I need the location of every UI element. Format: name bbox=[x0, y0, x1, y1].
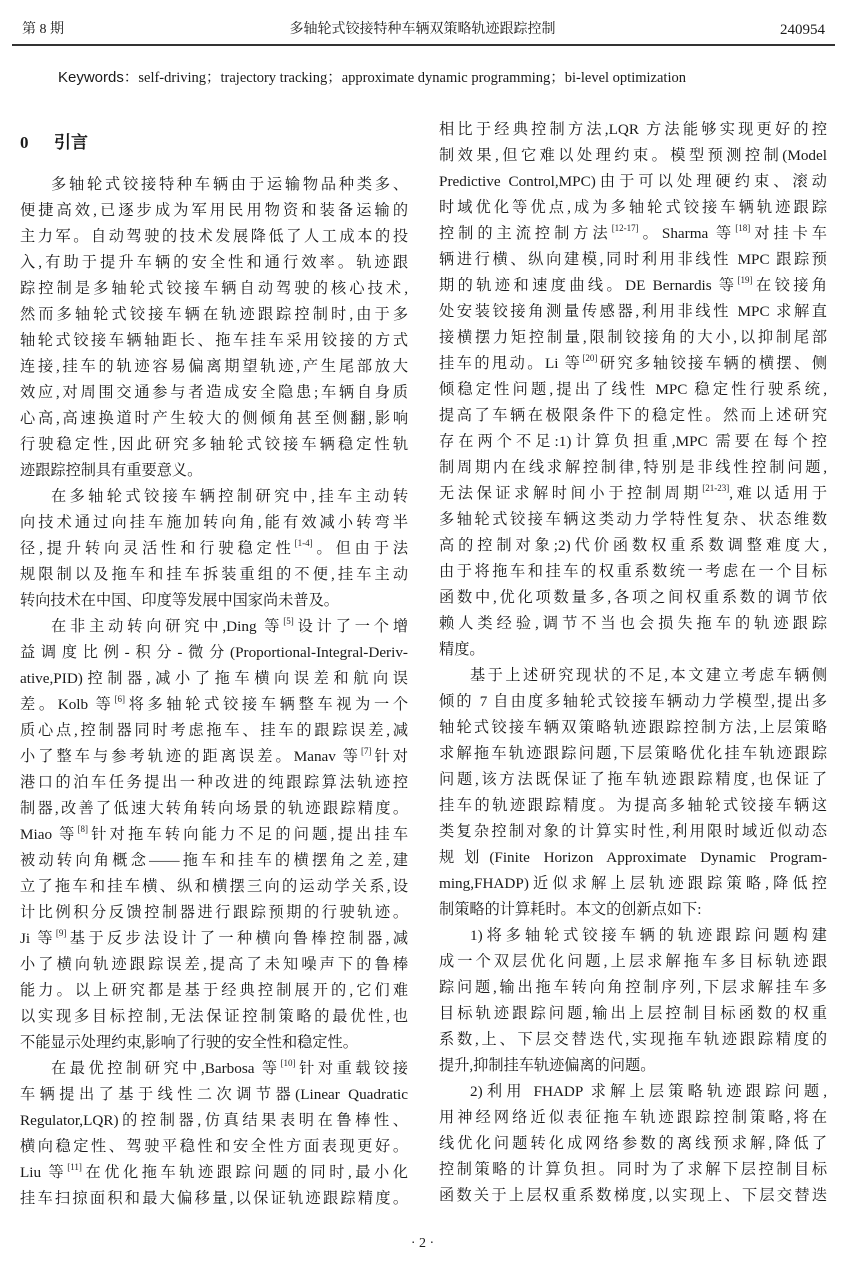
text-line: 便捷高效,已逐步成为军用民用物资和装备运输的 bbox=[20, 202, 408, 219]
text-line: 由于将拖车和挂车的权重系数统一考虑在一个目标 bbox=[439, 563, 827, 580]
article-number: 240954 bbox=[780, 22, 825, 38]
text-line: 辆进行横、纵向建模,同时利用非线性 MPC 跟踪预 bbox=[439, 251, 827, 268]
section-heading bbox=[20, 130, 408, 156]
text-line: 被动转向角概念——拖车和挂车的横摆角之差,建 bbox=[20, 852, 408, 869]
text-line: 问题,该方法既保证了拖车轨迹跟踪精度,也保证了 bbox=[439, 771, 827, 788]
text-line: 径,提升转向灵活性和行驶稳定性[1-4]。但由于法 bbox=[20, 538, 409, 557]
text-line: 轴轮式铰接车辆双策略轨迹跟踪控制方法,上层策略 bbox=[439, 719, 827, 736]
text-line: 2)利用 FHADP 求解上层策略轨迹跟踪问题, bbox=[470, 1083, 827, 1100]
text-line: 转向技术在中国、印度等发展中国家尚未普及。 bbox=[20, 592, 339, 609]
paragraph bbox=[439, 663, 827, 923]
text-line: 函数关于上层权重系数梯度,以实现上、下层交替迭 bbox=[439, 1187, 827, 1204]
text-line: 多轴轮式铰接特种车辆由于运输物品种类多、 bbox=[51, 176, 408, 193]
paragraph bbox=[439, 1079, 827, 1209]
text-line: Miao 等[8]针对拖车转向能力不足的问题,提出挂车 bbox=[20, 824, 409, 843]
text-line: 存在两个不足:1)计算负担重,MPC 需要在每个控 bbox=[439, 433, 827, 450]
text-line: 益调度比例-积分-微分(Proportional-Integral-Deriv- bbox=[20, 644, 408, 661]
text-line: Predictive Control,MPC)由于可以处理硬约束、滚动 bbox=[439, 173, 827, 190]
citation-ref: [19] bbox=[737, 275, 753, 285]
text-line: 不能显示处理约束,影响了行驶的安全性和稳定性。 bbox=[20, 1034, 358, 1051]
text-line: 精度。 bbox=[439, 641, 485, 658]
paragraph bbox=[20, 484, 408, 614]
paragraph bbox=[439, 923, 827, 1079]
text-line: 期的轨迹和速度曲线。DE Bernardis 等[19]在铰接角 bbox=[439, 275, 827, 294]
text-line: 踪控制是多轴轮式铰接车辆自动驾驶的核心技术, bbox=[20, 280, 408, 297]
paragraph bbox=[20, 172, 408, 484]
text-line: ative,PID)控制器,减小了拖车横向误差和航向误 bbox=[20, 670, 408, 687]
text-line: 在多轴轮式铰接车辆控制研究中,挂车主动转 bbox=[51, 488, 408, 505]
text-line: 倾稳定性问题,提出了线性 MPC 稳定性行驶系统, bbox=[439, 381, 827, 398]
text-line: 向技术通过向挂车施加转向角,能有效减小转弯半 bbox=[20, 514, 408, 531]
text-line: 时域优化等优点,成为多轴轮式铰接车辆轨迹跟踪 bbox=[439, 199, 827, 216]
text-line: 基于上述研究现状的不足,本文建立考虑车辆侧 bbox=[470, 667, 827, 684]
journal-issue: 第 8 期 bbox=[22, 22, 64, 37]
text-line: Liu 等[11]在优化拖车轨迹跟踪问题的同时,最小化 bbox=[20, 1162, 408, 1181]
citation-ref: [9] bbox=[55, 928, 67, 938]
text-line: 高的控制对象;2)代价函数权重系数调整难度大, bbox=[439, 537, 827, 554]
text-line: Regulator,LQR)的控制器,仿真结果表明在鲁棒性、 bbox=[20, 1112, 408, 1129]
text-line: 制周期内在线求解控制律,特别是非线性控制问题, bbox=[439, 459, 827, 476]
section-title: 引言 bbox=[54, 133, 88, 153]
text-line: 轴轮式铰接车辆轴距长、拖车挂车采用铰接的方式 bbox=[20, 332, 408, 349]
text-line: 线优化问题转化成网络参数的离线预求解,降低了 bbox=[439, 1135, 827, 1152]
text-line: 类复杂控制对象的计算实时性,利用限时域近似动态 bbox=[439, 823, 827, 840]
text-line: 入,有助于提升车辆的安全性和通行效率。轨迹跟 bbox=[20, 254, 408, 271]
citation-ref: [11] bbox=[67, 1162, 82, 1172]
right-column-body bbox=[439, 117, 827, 1209]
text-line: 挂车扫掠面积和最大偏移量,以保证轨迹跟踪精度。 bbox=[20, 1190, 408, 1207]
text-line: 规限制以及拖车和挂车拆装重组的不便,挂车主动 bbox=[20, 566, 408, 583]
citation-ref: [1-4] bbox=[294, 538, 313, 548]
text-line: 车辆提出了基于线性二次调节器(Linear Quadratic bbox=[20, 1086, 408, 1103]
text-line: 行驶稳定性,因此研究多轴轮式铰接车辆稳定性轨 bbox=[20, 436, 408, 453]
citation-ref: [10] bbox=[280, 1058, 296, 1068]
text-line: 提升,抑制挂车轨迹偏离的问题。 bbox=[439, 1057, 656, 1074]
citation-ref: [6] bbox=[114, 694, 125, 704]
keywords bbox=[58, 68, 686, 88]
citation-ref: [8] bbox=[77, 824, 88, 834]
citation-ref: [12-17] bbox=[611, 223, 639, 233]
text-line: 计比例积分反馈控制器进行跟踪预期的行驶轨迹。 bbox=[20, 904, 408, 921]
text-line: 目标轨迹跟踪问题,输出上层控制目标函数的权重 bbox=[439, 1005, 827, 1022]
text-line: 控制的主流控制方法[12-17]。Sharma 等[18]对挂卡车 bbox=[439, 223, 827, 242]
left-column-body bbox=[20, 172, 408, 1212]
left-column bbox=[20, 130, 408, 1212]
keywords-separator: ： bbox=[123, 70, 139, 86]
citation-ref: [20] bbox=[582, 353, 598, 363]
text-line: 多轴轮式铰接车辆这类动力学特性复杂、状态维数 bbox=[439, 511, 827, 528]
text-line: 能力。以上研究都是基于经典控制展开的,它们难 bbox=[20, 982, 408, 999]
text-line: 港口的泊车任务提出一种改进的纯跟踪算法轨迹控 bbox=[20, 774, 408, 791]
text-line: 效应,对周围交通参与者造成安全隐患;车辆自身质 bbox=[20, 384, 408, 401]
text-line: 在最优控制研究中,Barbosa 等[10]针对重载铰接 bbox=[51, 1058, 408, 1077]
text-line: 挂车的甩动。Li 等[20]研究多轴铰接车辆的横摆、侧 bbox=[439, 353, 828, 372]
text-line: 赖人类经验,调节不当也会损失拖车的轨迹跟踪 bbox=[439, 615, 827, 632]
citation-ref: [5] bbox=[283, 616, 294, 626]
text-line: 制策略的计算耗时。本文的创新点如下: bbox=[439, 901, 702, 918]
section-number: 0 bbox=[20, 133, 29, 152]
text-line: 处安装铰接角测量传感器,利用非线性 MPC 求解直 bbox=[439, 303, 827, 320]
text-line: 心高,高速换道时产生较大的侧倾角甚至侧翻,影响 bbox=[20, 410, 408, 427]
text-line: 在非主动转向研究中,Ding 等[5]设计了一个增 bbox=[51, 616, 409, 635]
page-number: · 2 · bbox=[410, 1236, 435, 1251]
text-line: 1)将多轴轮式铰接车辆的轨迹跟踪问题构建 bbox=[470, 927, 827, 944]
text-line: 相比于经典控制方法,LQR 方法能够实现更好的控 bbox=[439, 121, 827, 138]
text-line: 求解拖车轨迹跟踪问题,下层策略优化挂车轨迹跟踪 bbox=[439, 745, 827, 762]
keywords-text: self-driving；trajectory tracking；approximate dynamic programming；bi-level optimization bbox=[138, 70, 686, 86]
text-line: Ji 等[9]基于反步法设计了一种横向鲁棒控制器,减 bbox=[20, 928, 408, 947]
paragraph bbox=[20, 1056, 408, 1212]
text-line: 踪问题,输出拖车转向角控制序列,下层求解挂车多 bbox=[439, 979, 827, 996]
text-line: 制效果,但它难以处理约束。模型预测控制(Model bbox=[439, 147, 827, 164]
text-line: 连接,挂车的轨迹容易偏离期望轨迹,产生尾部放大 bbox=[20, 358, 408, 375]
text-line: 挂车的轨迹跟踪精度。为提高多轴轮式铰接车辆这 bbox=[439, 797, 827, 814]
text-line: 质心点,控制器同时考虑拖车、挂车的跟踪误差,减 bbox=[20, 722, 408, 739]
text-line: 规划(Finite Horizon Approximate Dynamic Program- bbox=[439, 849, 827, 866]
text-line: 无法保证求解时间小于控制周期[21-23],难以适用于 bbox=[439, 483, 828, 502]
text-line: 倾的 7 自由度多轴轮式铰接车辆动力学模型,提出多 bbox=[439, 693, 827, 710]
text-line: 成一个双层优化问题,上层求解拖车多目标轨迹跟 bbox=[439, 953, 827, 970]
text-line: ming,FHADP)近似求解上层轨迹跟踪策略,降低控 bbox=[439, 875, 827, 892]
text-line: 小了横向轨迹跟踪误差,提高了未知噪声下的鲁棒 bbox=[20, 956, 408, 973]
citation-ref: [21-23] bbox=[702, 483, 730, 493]
text-line: 立了拖车和挂车横、纵和横摆三向的运动学关系,设 bbox=[20, 878, 408, 895]
text-line: 用神经网络近似表征拖车轨迹跟踪控制策略,将在 bbox=[439, 1109, 827, 1126]
text-line: 系数,上、下层交替迭代,实现拖车轨迹跟踪精度的 bbox=[439, 1031, 827, 1048]
text-line: 以实现多目标控制,无法保证控制策略的最优性,也 bbox=[20, 1008, 408, 1025]
paragraph bbox=[20, 614, 408, 1056]
paragraph bbox=[439, 117, 827, 663]
text-line: 然而多轴轮式铰接车辆在轨迹跟踪控制时,由于多 bbox=[20, 306, 408, 323]
text-line: 小了整车与参考轨迹的距离误差。Manav 等[7]针对 bbox=[20, 746, 408, 765]
right-column bbox=[439, 117, 827, 1209]
text-line: 制器,改善了低速大转角转向场景的轨迹跟踪精度。 bbox=[20, 800, 408, 817]
running-title: 多轴轮式铰接特种车辆双策略轨迹跟踪控制 bbox=[289, 22, 556, 37]
text-line: 迹跟踪控制具有重要意义。 bbox=[20, 462, 203, 479]
header-rule bbox=[12, 44, 835, 46]
text-line: 函数中,优化项数量多,各项之间权重系数的调节依 bbox=[439, 589, 827, 606]
citation-ref: [7] bbox=[361, 746, 372, 756]
citation-ref: [18] bbox=[735, 223, 751, 233]
text-line: 接横摆力矩控制量,限制铰接角的大小,以抑制尾部 bbox=[439, 329, 827, 346]
text-line: 控制策略的计算负担。同时为了求解下层控制目标 bbox=[439, 1161, 827, 1178]
keywords-label: Keywords bbox=[58, 69, 124, 86]
text-line: 主力军。自动驾驶的技术发展降低了人工成本的投 bbox=[20, 228, 408, 245]
text-line: 横向稳定性、驾驶平稳性和安全性方面表现更好。 bbox=[20, 1138, 408, 1155]
text-line: 提高了车辆在极限条件下的稳定性。然而上述研究 bbox=[439, 407, 827, 424]
text-line: 差。Kolb 等[6]将多轴轮式铰接车辆整车视为一个 bbox=[20, 694, 409, 713]
